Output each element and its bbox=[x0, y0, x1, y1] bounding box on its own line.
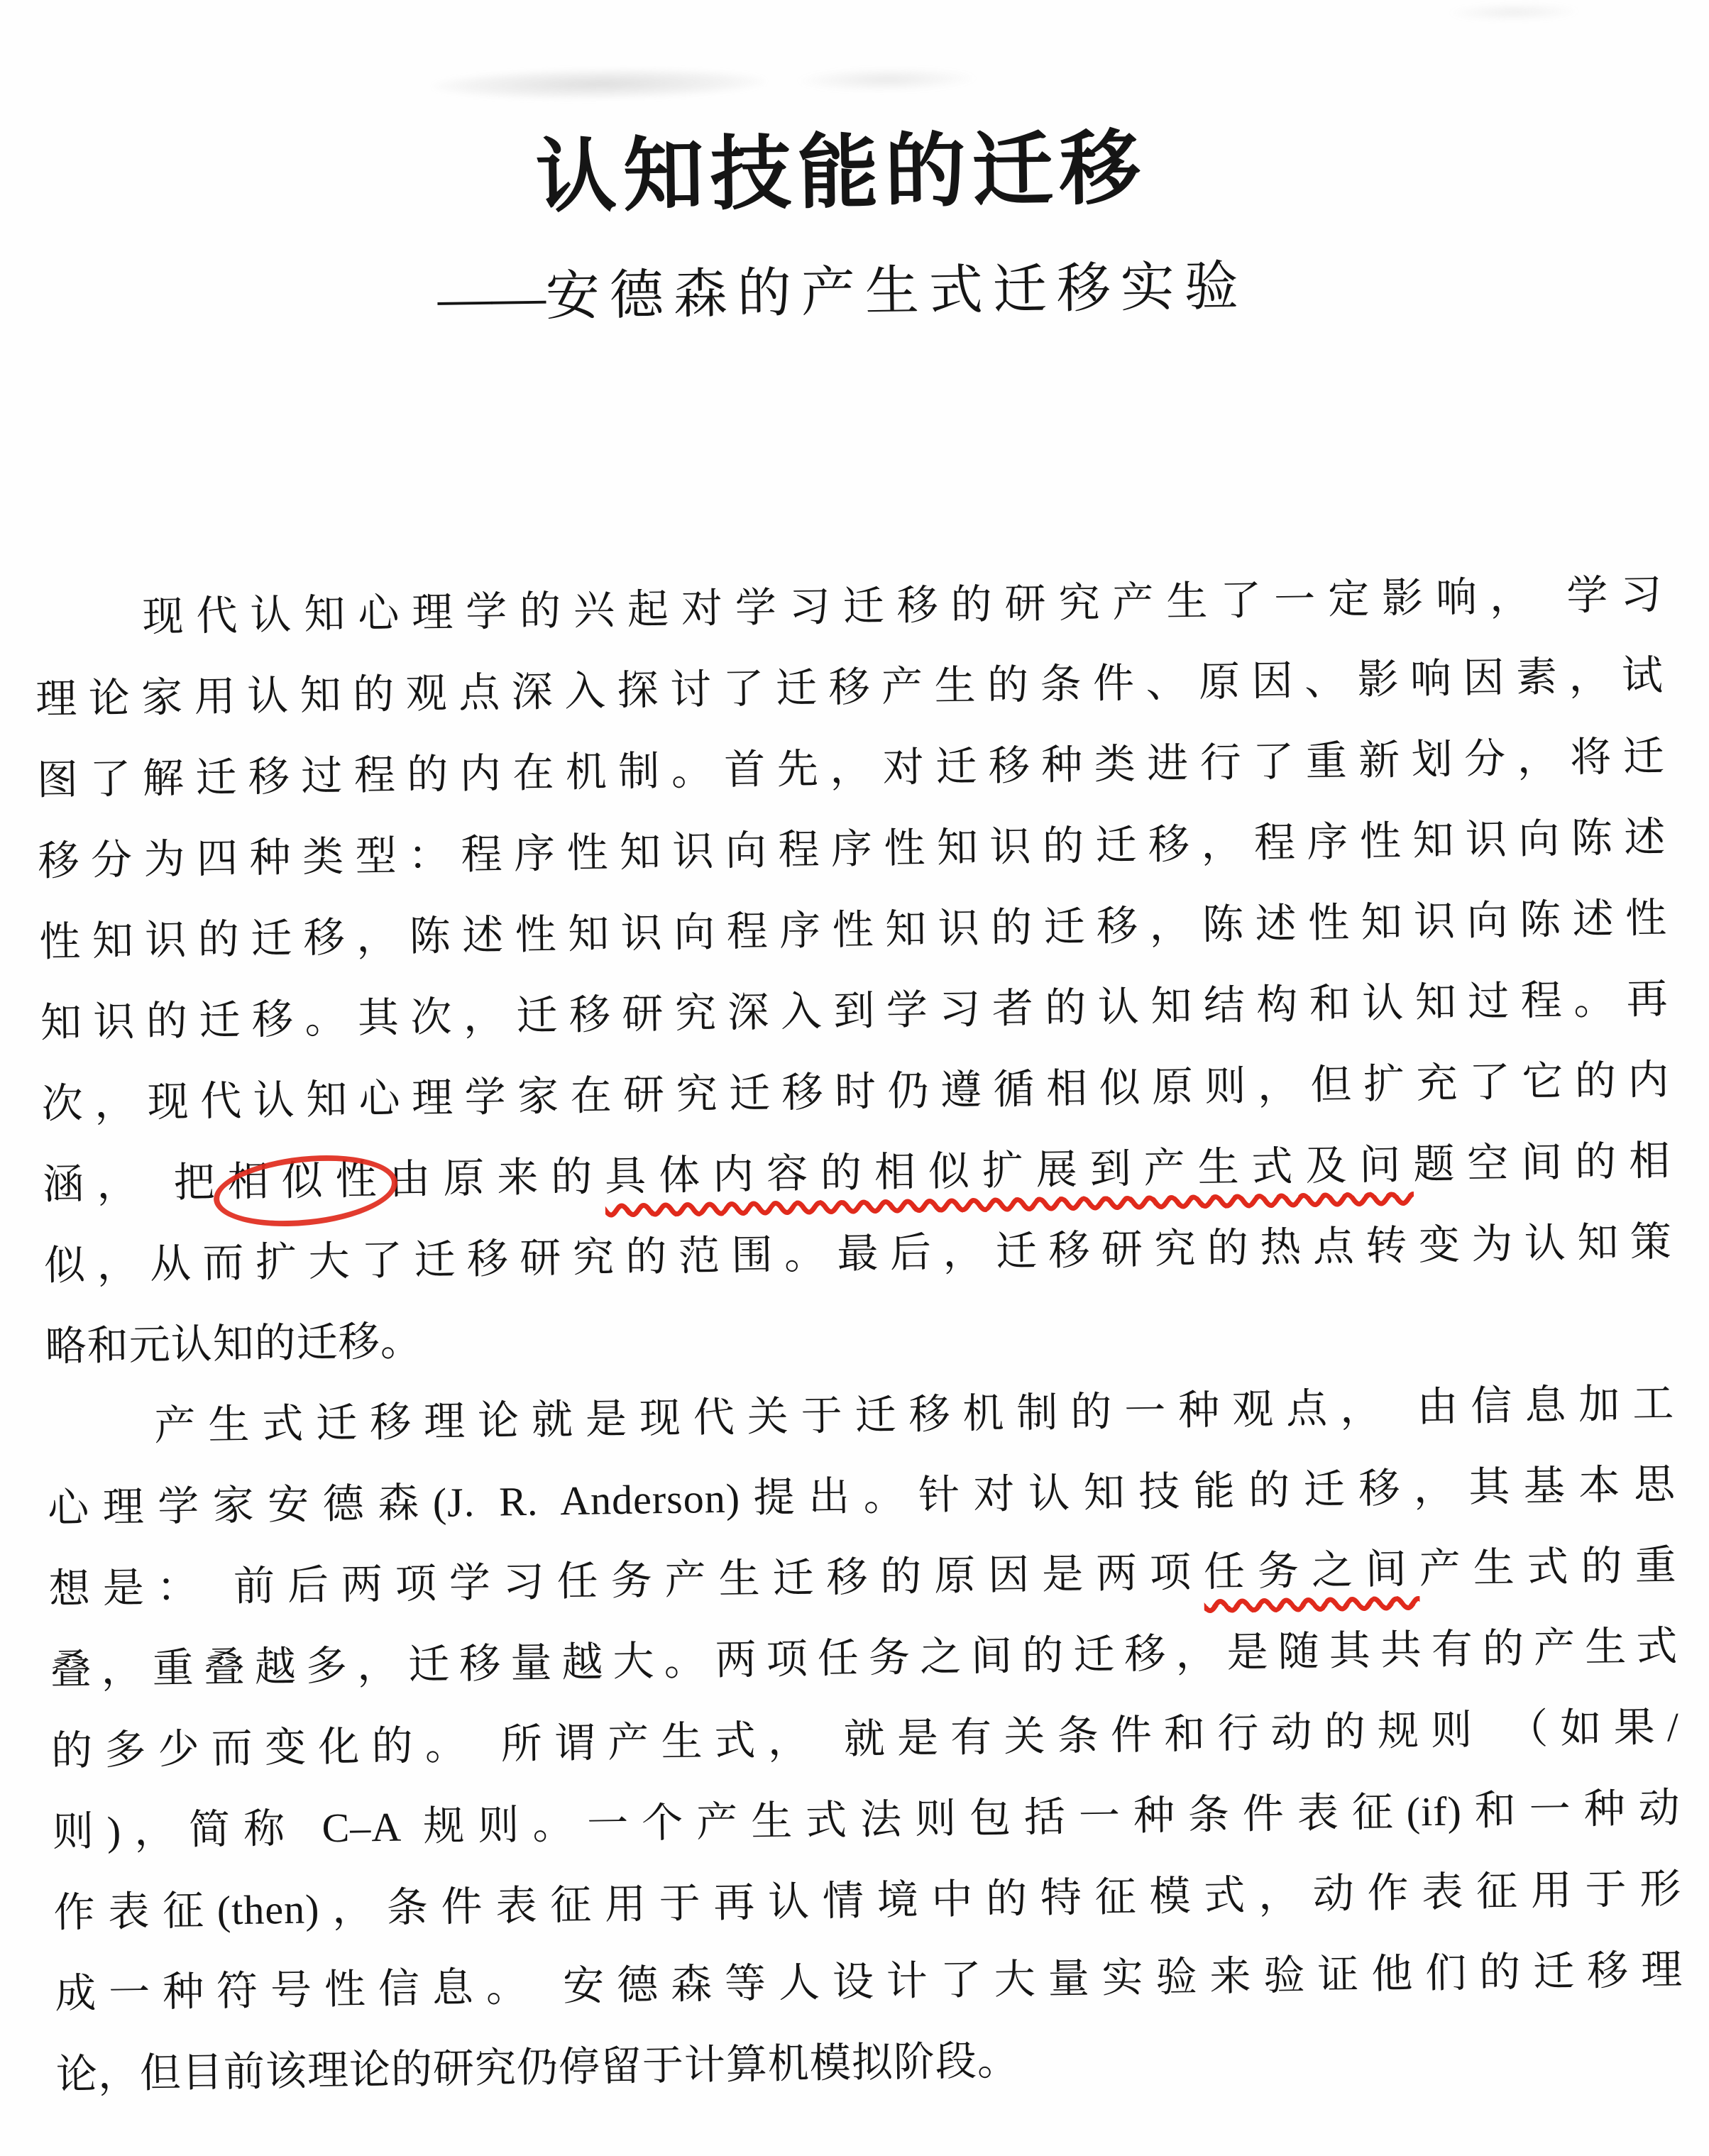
text-segment: 理论家用认知的观点深入探讨了迁移产生的条件、原因、影响因素，试 bbox=[35, 652, 1664, 723]
text-segment: 叠，重叠越多，迁移量越大。两项任务之间的迁移，是随其共有的产生式 bbox=[50, 1622, 1678, 1693]
text-segment: 似，从而扩大了迁移研究的范围。最后，迁移研究的热点转变为认知策 bbox=[43, 1218, 1673, 1289]
text-segment: 产生式的重 bbox=[1419, 1541, 1678, 1593]
scan-smudge bbox=[794, 66, 979, 93]
text-segment: 作表征(then)，条件表征用于再认情境中的特征模式，动作表征用于形 bbox=[53, 1865, 1682, 1936]
red-underline-annotation: 任务之间 bbox=[1203, 1546, 1420, 1595]
text-segment: 性知识的迁移，陈述性知识向程序性知识的迁移，陈述性知识向陈述性 bbox=[38, 894, 1668, 966]
text-segment: 产生式迁移理论就是现代关于迁移机制的一种观点， 由信息加工 bbox=[153, 1380, 1675, 1449]
text-segment: 由原来的 bbox=[388, 1153, 605, 1203]
text-segment: 涵， 把 bbox=[42, 1159, 229, 1208]
scan-smudge bbox=[1446, 2, 1581, 23]
text-segment: 现代认知心理学的兴起对学习迁移的研究产生了一定影响， 学习 bbox=[142, 571, 1663, 640]
text-segment: 的多少而变化的。 所谓产生式， 就是有关条件和行动的规则 （如果/ bbox=[50, 1703, 1680, 1774]
text-segment: 次，现代认知心理学家在研究迁移时仍遵循相似原则，但扩充了它的内 bbox=[41, 1056, 1670, 1127]
text-segment: 略和元认知的迁移。 bbox=[45, 1318, 423, 1370]
text-segment: 心理学家安德森(J. R. Anderson)提出。针对认知技能的迁移，其基本思 bbox=[47, 1461, 1676, 1531]
text-segment: 则)，简称 C–A 规则。一个产生式法则包括一种条件表征(if)和一种动 bbox=[52, 1784, 1681, 1855]
subtitle-text: 安德森的产生式迁移实验 bbox=[545, 256, 1249, 327]
text-segment: 移分为四种类型：程序性知识向程序性知识的迁移，程序性知识向陈述 bbox=[38, 814, 1666, 885]
red-underline-annotation: 具体内容的相似扩展到产生式及问 bbox=[604, 1141, 1414, 1200]
subtitle-dash: —— bbox=[437, 267, 546, 329]
text-segment: 论，但目前该理论的研究仍停留于计算机模拟阶段。 bbox=[55, 2037, 1020, 2098]
text-segment: 图了解迁移过程的内在机制。首先，对迁移种类进行了重新划分，将迁 bbox=[36, 733, 1666, 804]
body-text bbox=[34, 554, 1685, 2116]
text-segment: 题空间的相 bbox=[1412, 1137, 1671, 1188]
page-subtitle bbox=[0, 248, 1698, 338]
red-circle-annotation: 相似性 bbox=[227, 1156, 390, 1206]
scan-smudge bbox=[432, 67, 766, 101]
text-segment: 成一种符号性信息。 安德森等人设计了大量实验来验证他们的迁移理 bbox=[54, 1946, 1683, 2017]
page-title: 认知技能的迁移 bbox=[534, 123, 1148, 223]
text-segment: 想是： 前后两项学习任务产生迁移的原因是两项 bbox=[48, 1549, 1204, 1612]
text-segment: 知识的迁移。其次，迁移研究深入到学习者的认知结构和认知过程。再 bbox=[40, 975, 1669, 1047]
